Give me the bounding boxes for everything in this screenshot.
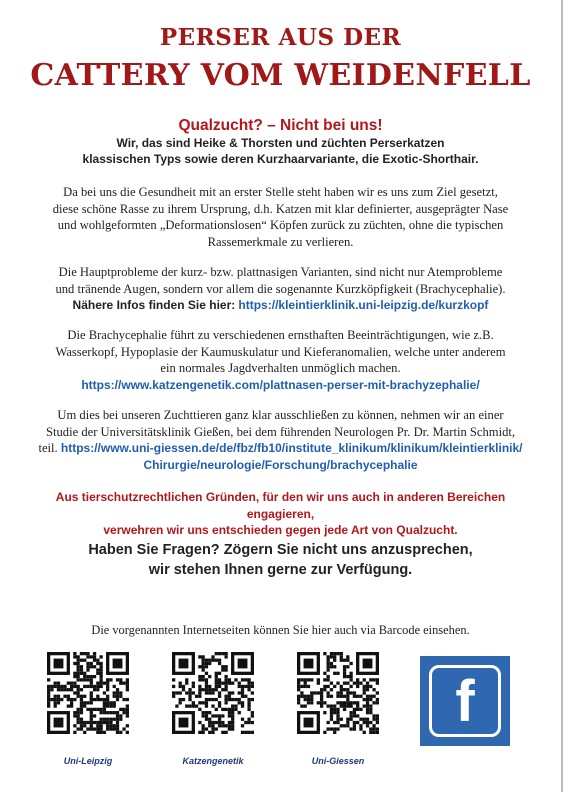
facebook-letter: f [455, 669, 475, 734]
contact-line: wir stehen Ihnen gerne zur Verfügung. [148, 562, 413, 578]
paragraph-line: teil. [38, 441, 58, 455]
qr-code-uni-giessen[interactable] [297, 652, 379, 746]
title-line-2: CATTERY VOM WEIDENFELL [30, 58, 531, 93]
paragraph-brachycephalie [24, 327, 537, 393]
link-uni-giessen-continued[interactable]: Chirurgie/neurologie/Forschung/brachycephalie [143, 457, 418, 472]
warning-line: Aus tierschutzrechtlichen Gründen, für den wir uns auch in anderen Bereichen engagieren, [55, 490, 506, 521]
warning-line: verwehren wir uns entschieden gegen jede Art von Qualzucht. [103, 523, 458, 537]
paragraph-line: Um dies bei unseren Zuchttieren ganz klar ausschließen zu können, nehmen wir an einer [57, 408, 504, 422]
link-uni-giessen[interactable]: https://www.uni-giessen.de/de/fbz/fb10/institute_klinikum/klinikum/kleintierklinik/ [60, 441, 523, 455]
qr-code-uni-leipzig[interactable] [47, 652, 129, 746]
subtitle: Qualzucht? – Nicht bei uns! [178, 117, 383, 134]
warning-section [24, 489, 537, 539]
link-uni-leipzig[interactable]: https://kleintierklinik.uni-leipzig.de/kurzkopf [238, 298, 489, 312]
paragraph-line: und tränende Augen, sondern vor allem die sogenannte Kurzköpfigkeit (Brachycephalie). [55, 281, 506, 296]
paragraph-line: ein normales Jagdverhalten unmöglich machen. [160, 361, 401, 375]
qr-caption-uni-leipzig: Uni-Leipzig [63, 756, 113, 766]
paragraph-line: Die Hauptprobleme der kurz- bzw. plattnasigen Varianten, sind nicht nur Atemprobleme [58, 265, 503, 279]
paragraph-health-goal [24, 184, 537, 250]
paragraph-line: Studie der Universitätsklinik Gießen, bei dem führenden Neurologen Pr. Dr. Martin Schmidt, [45, 424, 516, 439]
paragraph-study [24, 407, 537, 473]
qr-caption-uni-giessen: Uni-Giessen [311, 756, 365, 766]
intro-line: Wir, das sind Heike & Thorsten und züchten Perserkatzen [116, 135, 445, 150]
paragraph-line: Rassemerkmale zu verlieren. [207, 234, 354, 249]
qr-code-katzengenetik[interactable] [172, 652, 254, 746]
facebook-icon-frame [429, 665, 501, 737]
paragraph-line: Da bei uns die Gesundheit mit an erster Stelle steht haben wir es uns zum Ziel gesetzt, [63, 185, 498, 199]
paragraph-line: und wohlgeformten „Deformationslosen“ Köpfen zurück zu züchten, ohne die typischen [57, 218, 504, 232]
intro-line: klassischen Typs sowie deren Kurzhaarvariante, die Exotic-Shorthair. [82, 152, 479, 166]
paragraph-main-problems [24, 264, 537, 314]
info-label: Nähere Infos finden Sie hier: [72, 298, 236, 312]
intro-section [24, 118, 537, 168]
contact-line: Haben Sie Fragen? Zögern Sie nicht uns anzusprechen, [88, 542, 473, 558]
contact-section [24, 540, 537, 580]
barcode-note: Die vorgenannten Internetseiten können Sie hier auch via Barcode einsehen. [91, 623, 470, 637]
paragraph-line: Die Brachycephalie führt zu verschiedenen ernsthaften Beeinträchtigungen, wie z.B. [67, 328, 494, 342]
facebook-icon[interactable] [420, 656, 510, 746]
paragraph-line: Wasserkopf, Hypoplasie der Kaumuskulatur und Kieferanomalien, welche unter anderem [55, 344, 506, 359]
title-line-1: PERSER AUS DER [159, 24, 402, 51]
paragraph-line: diese schöne Rasse zu ihrem Ursprung, d.h. Katzen mit klar definierter, ausgeprägter Nase [52, 201, 509, 216]
link-katzengenetik[interactable]: https://www.katzengenetik.com/plattnasen-perser-mit-brachyzephalie/ [81, 377, 480, 392]
qr-caption-katzengenetik: Katzengenetik [182, 756, 244, 766]
